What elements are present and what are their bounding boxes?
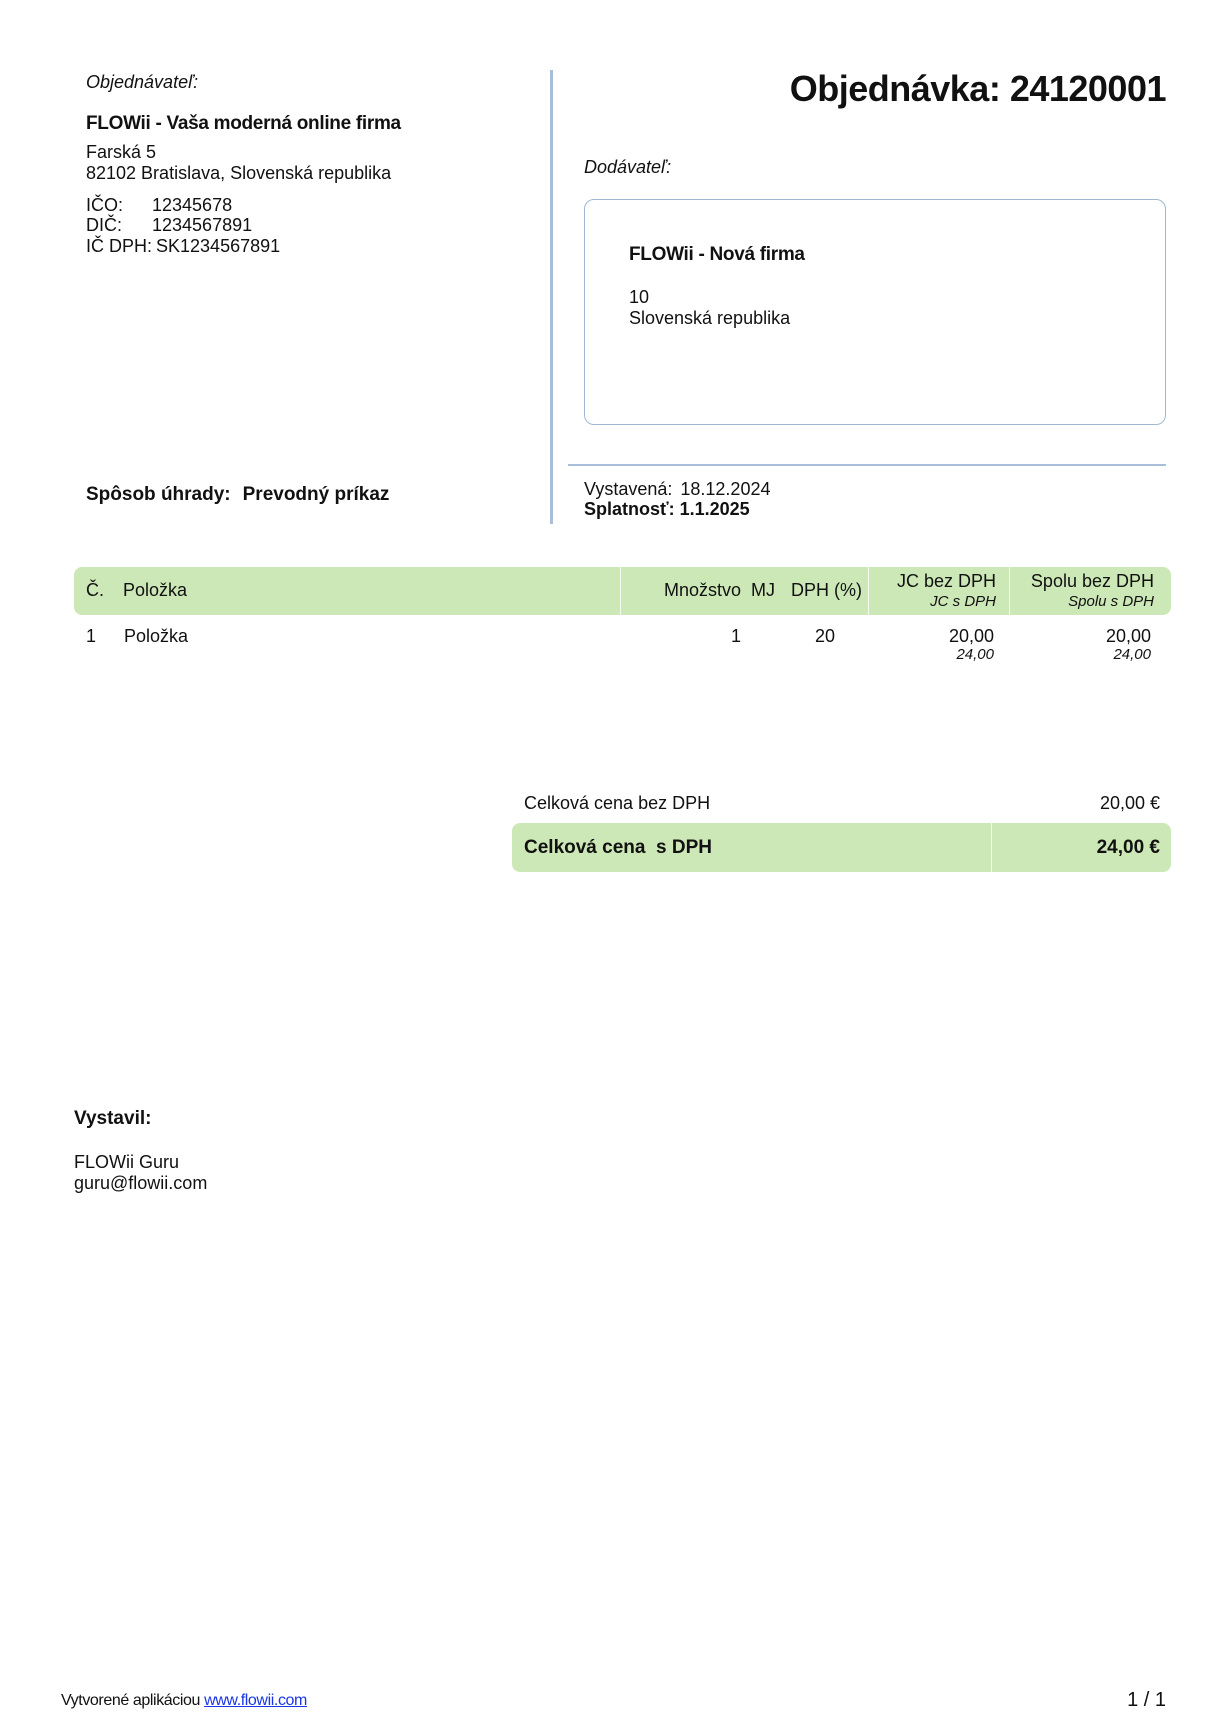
payment-method [86, 484, 389, 506]
header-total-vat: Spolu s DPH [1068, 593, 1154, 610]
header-unit-price: JC bez DPH [896, 571, 996, 591]
horizontal-divider [568, 464, 1166, 466]
header-unit-price-vat: JC s DPH [930, 593, 996, 610]
header-number: Č. [86, 580, 104, 600]
row-number: 1 [86, 626, 97, 646]
buyer-name: FLOWii - Vaša moderná online firma [86, 113, 401, 134]
buyer-city: 82102 Bratislava, Slovenská republika [86, 163, 392, 183]
header-total: Spolu bez DPH [1030, 571, 1154, 591]
buyer-icdph-row [86, 236, 280, 257]
buyer-ico-row [86, 195, 232, 216]
gross-total-label: Celková cena s DPH [524, 837, 712, 858]
row-total-vat: 24,00 [1113, 646, 1151, 663]
dic-label: DIČ: [86, 215, 122, 235]
header-vat: DPH (%) [791, 580, 862, 600]
footer-link[interactable]: www.flowii.com [204, 1692, 307, 1709]
supplier-name: FLOWii - Nová firma [629, 244, 805, 265]
column-separator [620, 567, 621, 615]
net-total-label: Celková cena bez DPH [524, 793, 711, 813]
footer [61, 1692, 307, 1710]
row-vat: 20 [815, 626, 836, 646]
supplier-address-line2: Slovenská republika [629, 308, 791, 328]
vertical-divider [550, 70, 553, 524]
payment-value: Prevodný príkaz [242, 484, 390, 505]
supplier-address-line1: 10 [629, 287, 650, 307]
row-quantity: 1 [730, 626, 741, 646]
row-unit-price-vat: 24,00 [956, 646, 994, 663]
payment-label: Spôsob úhrady: [86, 484, 231, 505]
page-number: 1 / 1 [1127, 1689, 1166, 1711]
issuer-name: FLOWii Guru [74, 1152, 180, 1172]
row-unit-price: 20,00 [948, 626, 994, 646]
issued-date [584, 479, 770, 500]
issuer-email: guru@flowii.com [74, 1173, 208, 1193]
gross-total-separator [991, 823, 992, 872]
issued-label: Vystavená: [584, 479, 673, 499]
dic-value: 1234567891 [152, 215, 253, 235]
ico-label: IČO: [86, 195, 124, 215]
table-header [74, 567, 1171, 615]
gross-total-value: 24,00 € [1096, 837, 1160, 858]
buyer-dic-row [86, 215, 252, 236]
icdph-label: IČ DPH: [86, 236, 153, 256]
header-item: Položka [123, 580, 188, 600]
ico-value: 12345678 [152, 195, 233, 215]
issued-value: 18.12.2024 [680, 479, 771, 499]
column-separator [1009, 567, 1010, 615]
column-separator [868, 567, 869, 615]
header-quantity: Množstvo [663, 580, 741, 600]
header-unit: MJ [751, 580, 775, 600]
supplier-caption: Dodávateľ: [584, 157, 672, 177]
icdph-value: SK1234567891 [156, 236, 281, 256]
footer-text: Vytvorené aplikáciou [61, 1692, 201, 1709]
order-title: Objednávka: 24120001 [789, 68, 1166, 109]
issuer-caption: Vystavil: [74, 1108, 152, 1129]
row-total: 20,00 [1105, 626, 1151, 646]
due-date: Splatnosť: 1.1.2025 [584, 499, 750, 519]
buyer-street: Farská 5 [86, 142, 157, 162]
net-total-value: 20,00 € [1099, 793, 1160, 813]
buyer-caption: Objednávateľ: [86, 72, 199, 92]
row-item: Položka [124, 626, 189, 646]
